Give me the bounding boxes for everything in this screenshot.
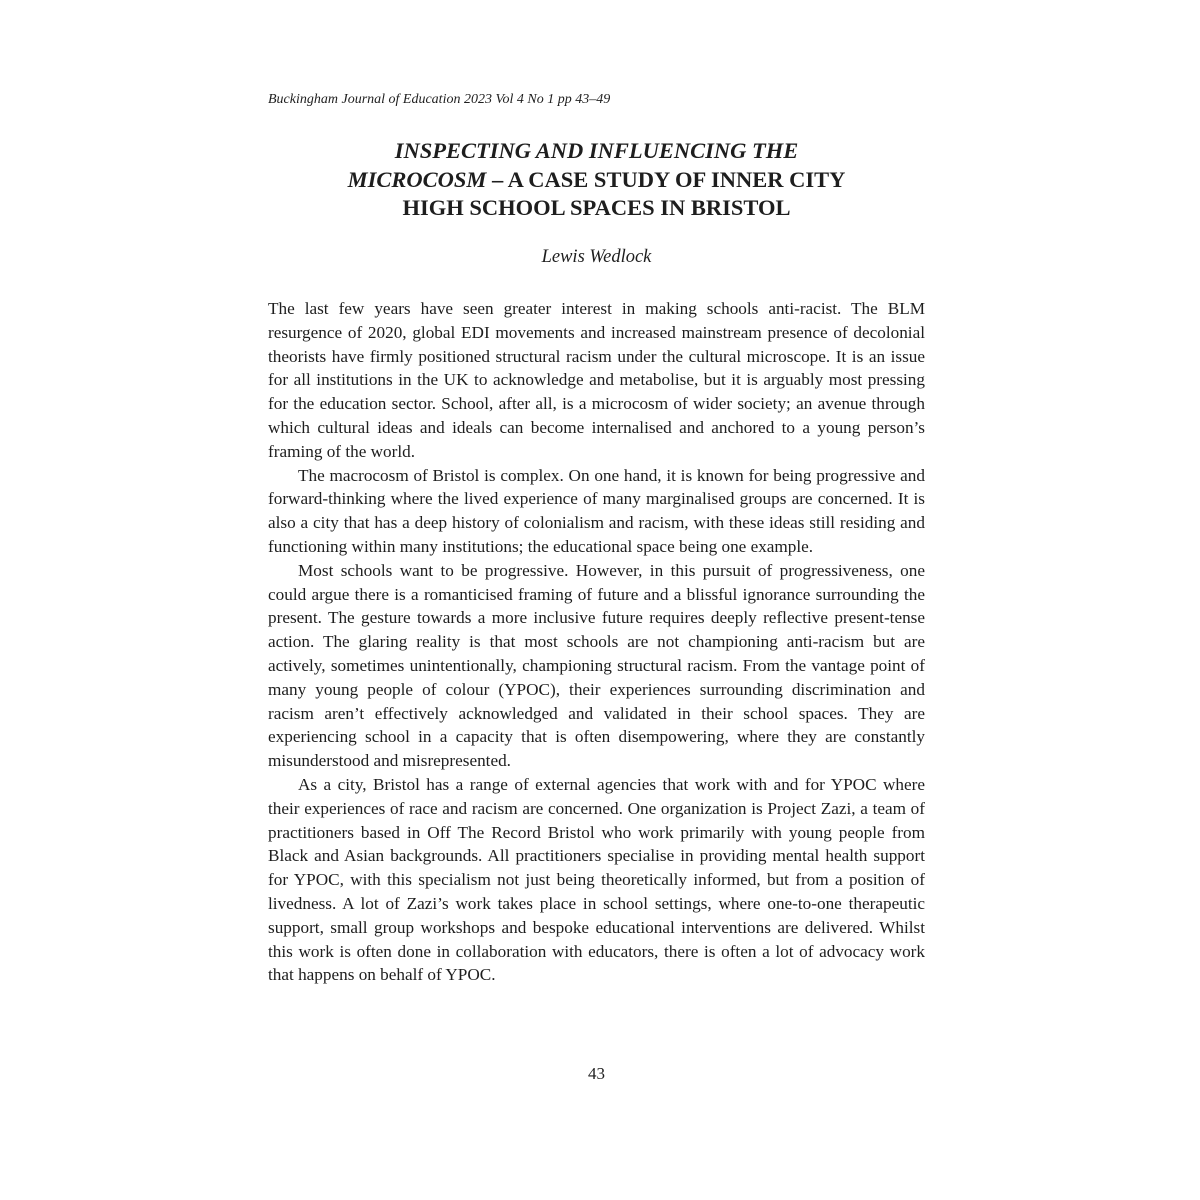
paragraph-1: The last few years have seen greater interest in making schools anti-racist. The BLM resurgence of 2020, global EDI movements and increased mainstream presence of decolonial theorists have firmly positioned structural racism under the cultural microscope. It is an issue for all institutions in the UK to acknowledge and metabolise, but it is arguably most pressing for the education sector. School, after all, is a microcosm of wider society; an avenue through which cultural ideas and ideals can become internalised and anchored to a young person’s framing of the world. [268,299,925,461]
title-italic-word: MICROCOSM [347,166,487,192]
page-number: 43 [588,1064,605,1083]
paragraph-2: The macrocosm of Bristol is complex. On one hand, it is known for being progressive and forward-thinking where the lived experience of many marginalised groups are concerned. It is also a city that has a deep history of colonialism and racism, with these ideas still residing and functioning within many institutions; the educational space being one example. [268,465,925,556]
journal-page [268,0,925,1200]
journal-reference: Buckingham Journal of Education 2023 Vol 4 No 1 pp 43–49 [268,92,611,107]
paragraph-4: As a city, Bristol has a range of external agencies that work with and for YPOC where their experiences of race and racism are concerned. One organization is Project Zazi, a team of practitioners based in Off The Record Bristol who work primarily with young people from Black and Asian backgrounds. All practitioners specialise in providing mental health support for YPOC, with this specialism not just being theoretically informed, but from a position of livedness. A lot of Zazi’s work takes place in school settings, where one-to-one therapeutic support, small group workshops and bespoke educational interventions are delivered. Whilst this work is often done in collaboration with educators, there is often a lot of advocacy work that happens on behalf of YPOC. [268,774,925,985]
author-name: Lewis Wedlock [541,247,652,267]
title-line-1: INSPECTING AND INFLUENCING THE [394,138,799,163]
title-line-3: HIGH SCHOOL SPACES IN BRISTOL [402,195,791,220]
paragraph-3: Most schools want to be progressive. However, in this pursuit of progressiveness, one could argue there is a romanticised framing of future and a blissful ignorance surrounding the present. The gesture towards a more inclusive future requires deeply reflective present-tense action. The glaring reality is that most schools are not championing anti-racism but are actively, sometimes unintentionally, championing structural racism. From the vantage point of many young people of colour (YPOC), their experiences surrounding discrimination and racism aren’t effectively acknowledged and validated in their school spaces. They are experiencing school in a capacity that is often disempowering, where they are constantly misunderstood and misrepresented. [268,560,925,771]
title-line-2-rest: – A CASE STUDY OF INNER CITY [486,166,846,192]
article-title [268,137,925,223]
article-body [268,297,925,987]
